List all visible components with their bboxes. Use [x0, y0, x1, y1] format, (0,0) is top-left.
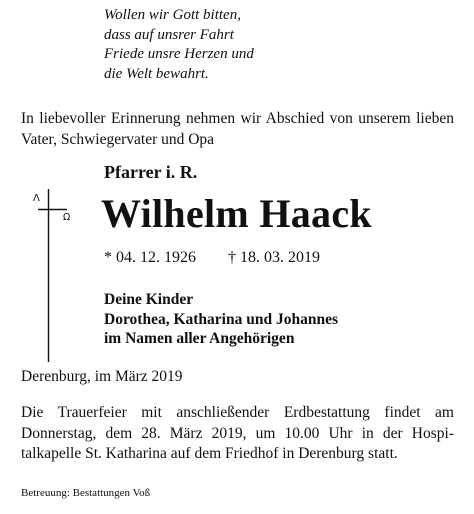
life-dates	[104, 248, 320, 268]
cross-icon	[33, 182, 98, 362]
intro-text: In liebevoller Erinnerung nehmen wir Abschied von unserem lieben Vater, Schwiegervater und Opa	[21, 110, 454, 148]
place-date: Derenburg, im März 2019	[21, 368, 183, 385]
mourners-line: im Namen aller Angehörigen	[104, 330, 295, 347]
funeral-line: Donnerstag, dem 28. März 2019, um 10.00 Uhr in der Hospi-	[21, 424, 454, 442]
undertaker-credit: Betreuung: Bestattungen Voß	[21, 487, 151, 499]
poem-verse	[104, 6, 254, 84]
mourners-block	[104, 290, 338, 349]
poem-line: Friede unsre Herzen und	[104, 46, 254, 62]
death-date: † 18. 03. 2019	[228, 249, 320, 266]
funeral-details	[21, 403, 454, 465]
alpha-symbol: Λ	[33, 193, 40, 204]
poem-line: dass auf unsrer Fahrt	[104, 26, 234, 43]
poem-line: Wollen wir Gott bitten,	[104, 7, 241, 23]
mourners-line: Dorothea, Katharina und Johannes	[104, 310, 338, 328]
mourners-line: Deine Kinder	[104, 291, 194, 308]
funeral-line: talkapelle St. Katharina auf dem Friedhof in Derenburg statt.	[21, 445, 398, 462]
funeral-line: Die Trauerfeier mit anschließender Erdbestattung findet am	[21, 404, 454, 421]
birth-date: * 04. 12. 1926	[104, 249, 196, 266]
deceased-title: Pfarrer i. R.	[104, 162, 198, 182]
omega-symbol: Ω	[63, 212, 71, 223]
deceased-name: Wilhelm Haack	[101, 191, 372, 236]
poem-line: die Welt bewahrt.	[104, 65, 209, 82]
